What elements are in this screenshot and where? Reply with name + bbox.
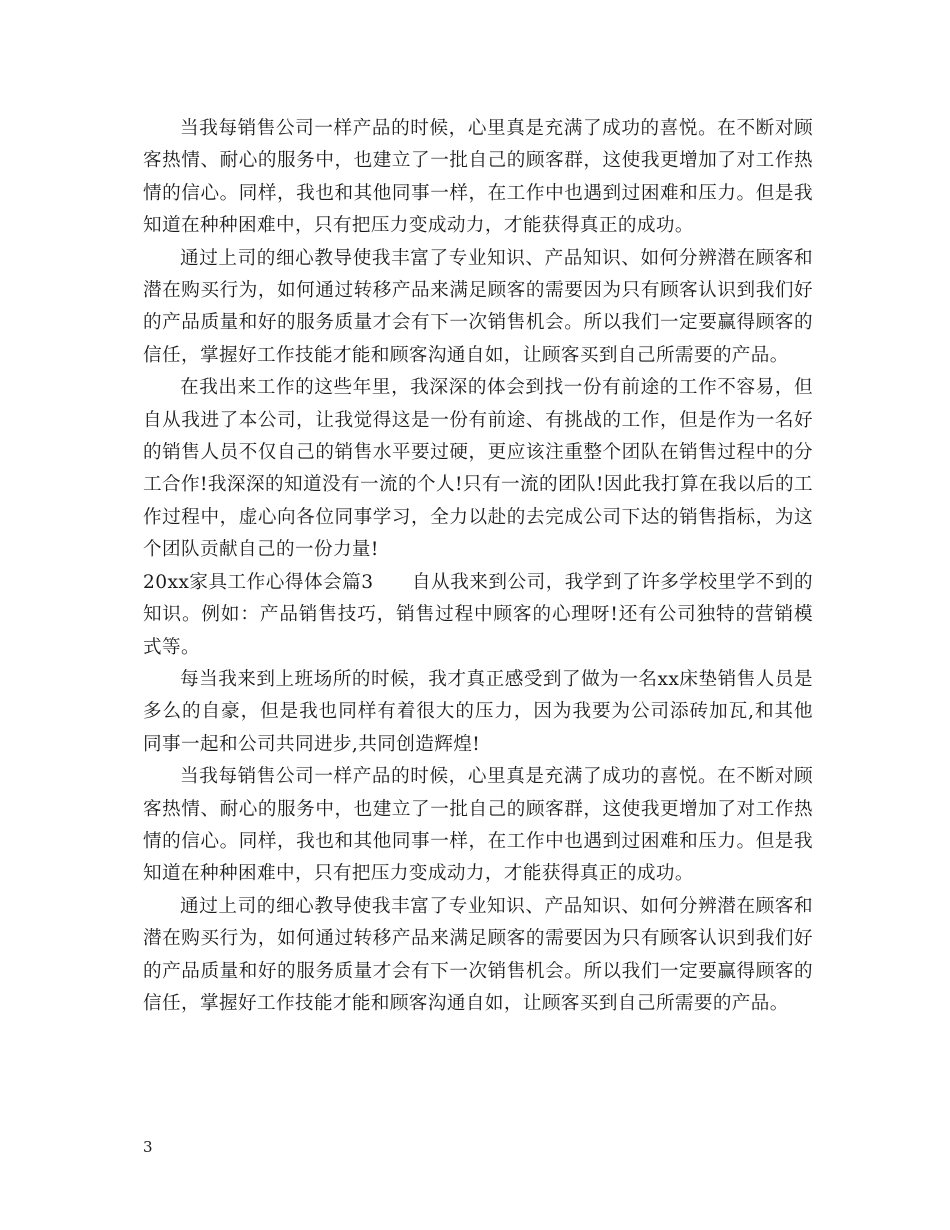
- paragraph-4: 每当我来到上班场所的时候，我才真正感受到了做为一名xx床垫销售人员是多么的自豪，但是我也同样有着很大的压力，因为我要为公司添砖加瓦,和其他同事一起和公司共同进步,共同创造辉煌!: [143, 668, 813, 755]
- paragraph-1: 当我每销售公司一样产品的时候，心里真是充满了成功的喜悦。在不断对顾客热情、耐心的服务中，也建立了一批自己的顾客群，这使我更增加了对工作热情的信心。同样，我也和其他同事一样，在工作中也遇到过困难和压力。但是我知道在种种困难中，只有把压力变成动力，才能获得真正的成功。: [143, 118, 813, 237]
- section-first-paragraph: 自从我来到公司，我学到了许多学校里学不到的知识。例如：产品销售技巧，销售过程中顾客的心理呀!还有公司独特的营销模式等。: [143, 571, 814, 658]
- section-heading: 20xx家具工作心得体会篇3: [143, 571, 374, 593]
- paragraph-3: 在我出来工作的这些年里，我深深的体会到找一份有前途的工作不容易，但自从我进了本公司，让我觉得这是一份有前途、有挑战的工作，但是作为一名好的销售人员不仅自己的销售水平要过硬，更应该注重整个团队在销售过程中的分工合作!我深深的知道没有一流的个人!只有一流的团队!因此我打算在我以后的工作过程中，虚心向各位同事学习，全力以赴的去完成公司下达的销售指标，为这个团队贡献自己的一份力量!: [143, 377, 813, 561]
- paragraph-2: 通过上司的细心教导使我丰富了专业知识、产品知识、如何分辨潜在顾客和潜在购买行为，如何通过转移产品来满足顾客的需要因为只有顾客认识到我们好的产品质量和好的服务质量才会有下一次销售机会。所以我们一定要赢得顾客的信任，掌握好工作技能才能和顾客沟通自如，让顾客买到自己所需要的产品。: [143, 247, 813, 366]
- page-number: 3: [143, 1138, 153, 1156]
- section-paragraph: [143, 567, 813, 664]
- document-page: [143, 113, 813, 1020]
- heading-gap: [373, 572, 412, 593]
- paragraph-6: 通过上司的细心教导使我丰富了专业知识、产品知识、如何分辨潜在顾客和潜在购买行为，如何通过转移产品来满足顾客的需要因为只有顾客认识到我们好的产品质量和好的服务质量才会有下一次销售机会。所以我们一定要赢得顾客的信任，掌握好工作技能才能和顾客沟通自如，让顾客买到自己所需要的产品。: [143, 895, 813, 1014]
- paragraph-5: 当我每销售公司一样产品的时候，心里真是充满了成功的喜悦。在不断对顾客热情、耐心的服务中，也建立了一批自己的顾客群，这使我更增加了对工作热情的信心。同样，我也和其他同事一样，在工作中也遇到过困难和压力。但是我知道在种种困难中，只有把压力变成动力，才能获得真正的成功。: [143, 766, 813, 885]
